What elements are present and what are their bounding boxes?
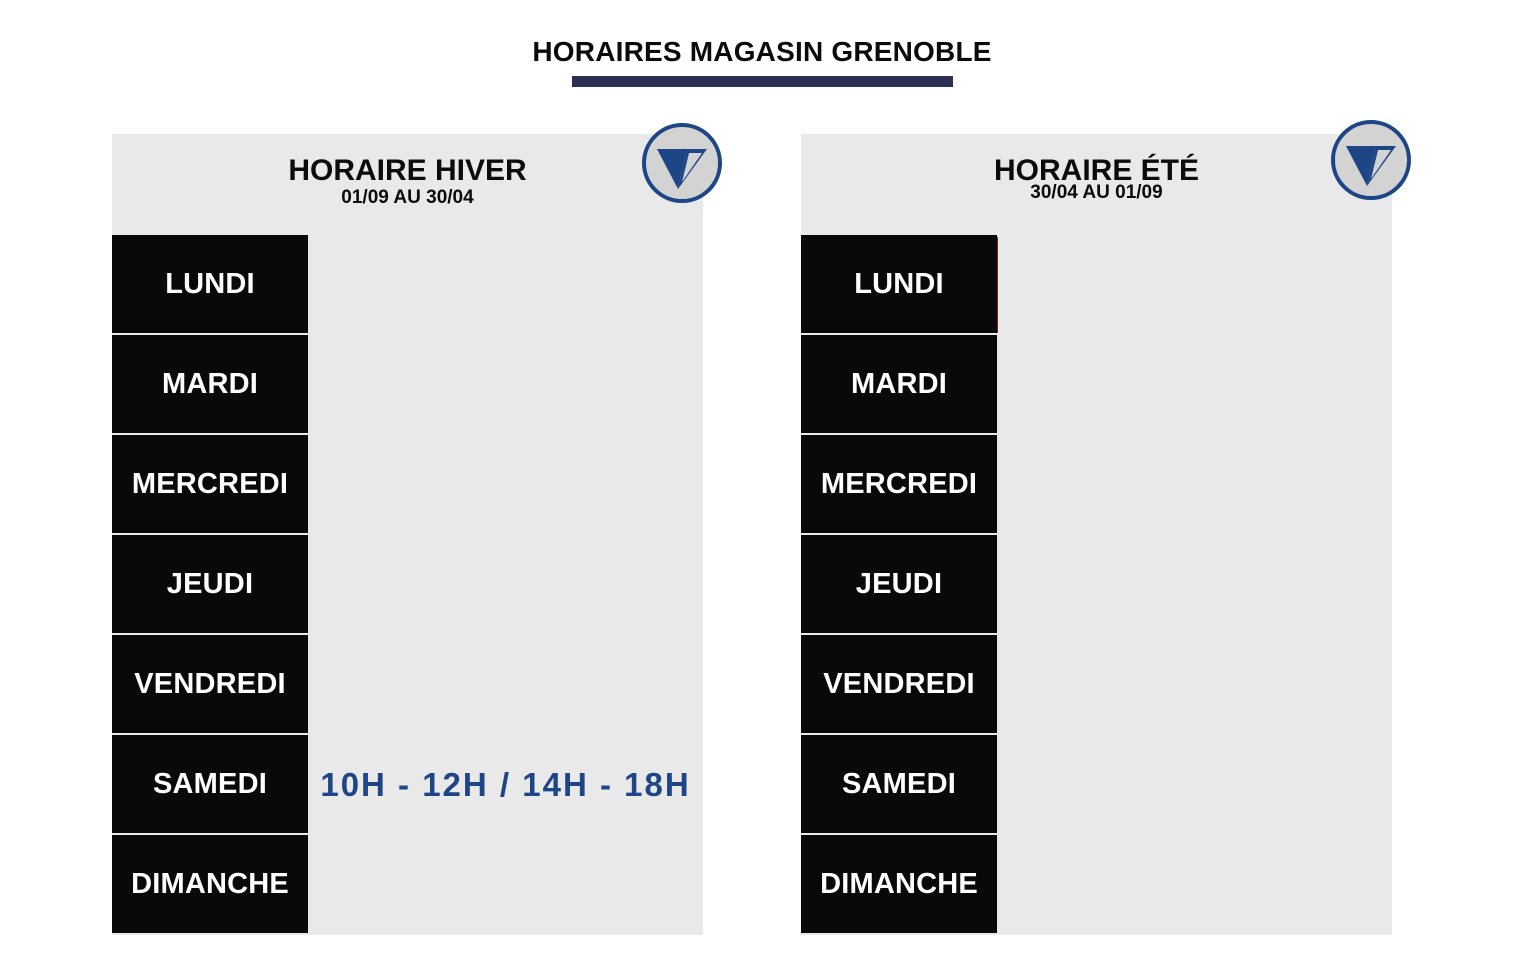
day-dimanche: DIMANCHE (801, 835, 997, 933)
day-samedi: SAMEDI (112, 735, 308, 833)
day-mercredi: MERCREDI (801, 435, 997, 533)
day-dimanche: DIMANCHE (112, 835, 308, 933)
title-underline (572, 76, 953, 87)
day-lundi: LUNDI (112, 235, 308, 333)
summer-header (801, 134, 1392, 235)
day-jeudi: JEUDI (801, 535, 997, 633)
day-mardi: MARDI (112, 335, 308, 433)
winter-title: HORAIRE HIVER (288, 154, 527, 187)
summer-title: HORAIRE ÉTÉ (993, 154, 1200, 187)
day-lundi: LUNDI (801, 235, 997, 333)
day-mardi: MARDI (801, 335, 997, 433)
winter-days-list (112, 235, 308, 933)
summer-schedule-panel (801, 134, 1392, 935)
page-title: HORAIRES MAGASIN GRENOBLE (532, 36, 992, 67)
winter-schedule-panel (112, 134, 703, 935)
day-vendredi: VENDREDI (801, 635, 997, 733)
day-vendredi: VENDREDI (112, 635, 308, 733)
summer-days-list (801, 235, 997, 933)
winter-header (112, 134, 703, 235)
day-samedi: SAMEDI (801, 735, 997, 833)
summer-dates: 30/04 AU 01/09 (1030, 182, 1163, 203)
winter-dates: 01/09 AU 30/04 (341, 187, 474, 208)
v-logo-icon (1330, 119, 1412, 201)
saturday-hours: 10H - 12H / 14H - 18H (320, 766, 691, 803)
day-mercredi: MERCREDI (112, 435, 308, 533)
day-jeudi: JEUDI (112, 535, 308, 633)
v-logo-icon (641, 122, 723, 204)
